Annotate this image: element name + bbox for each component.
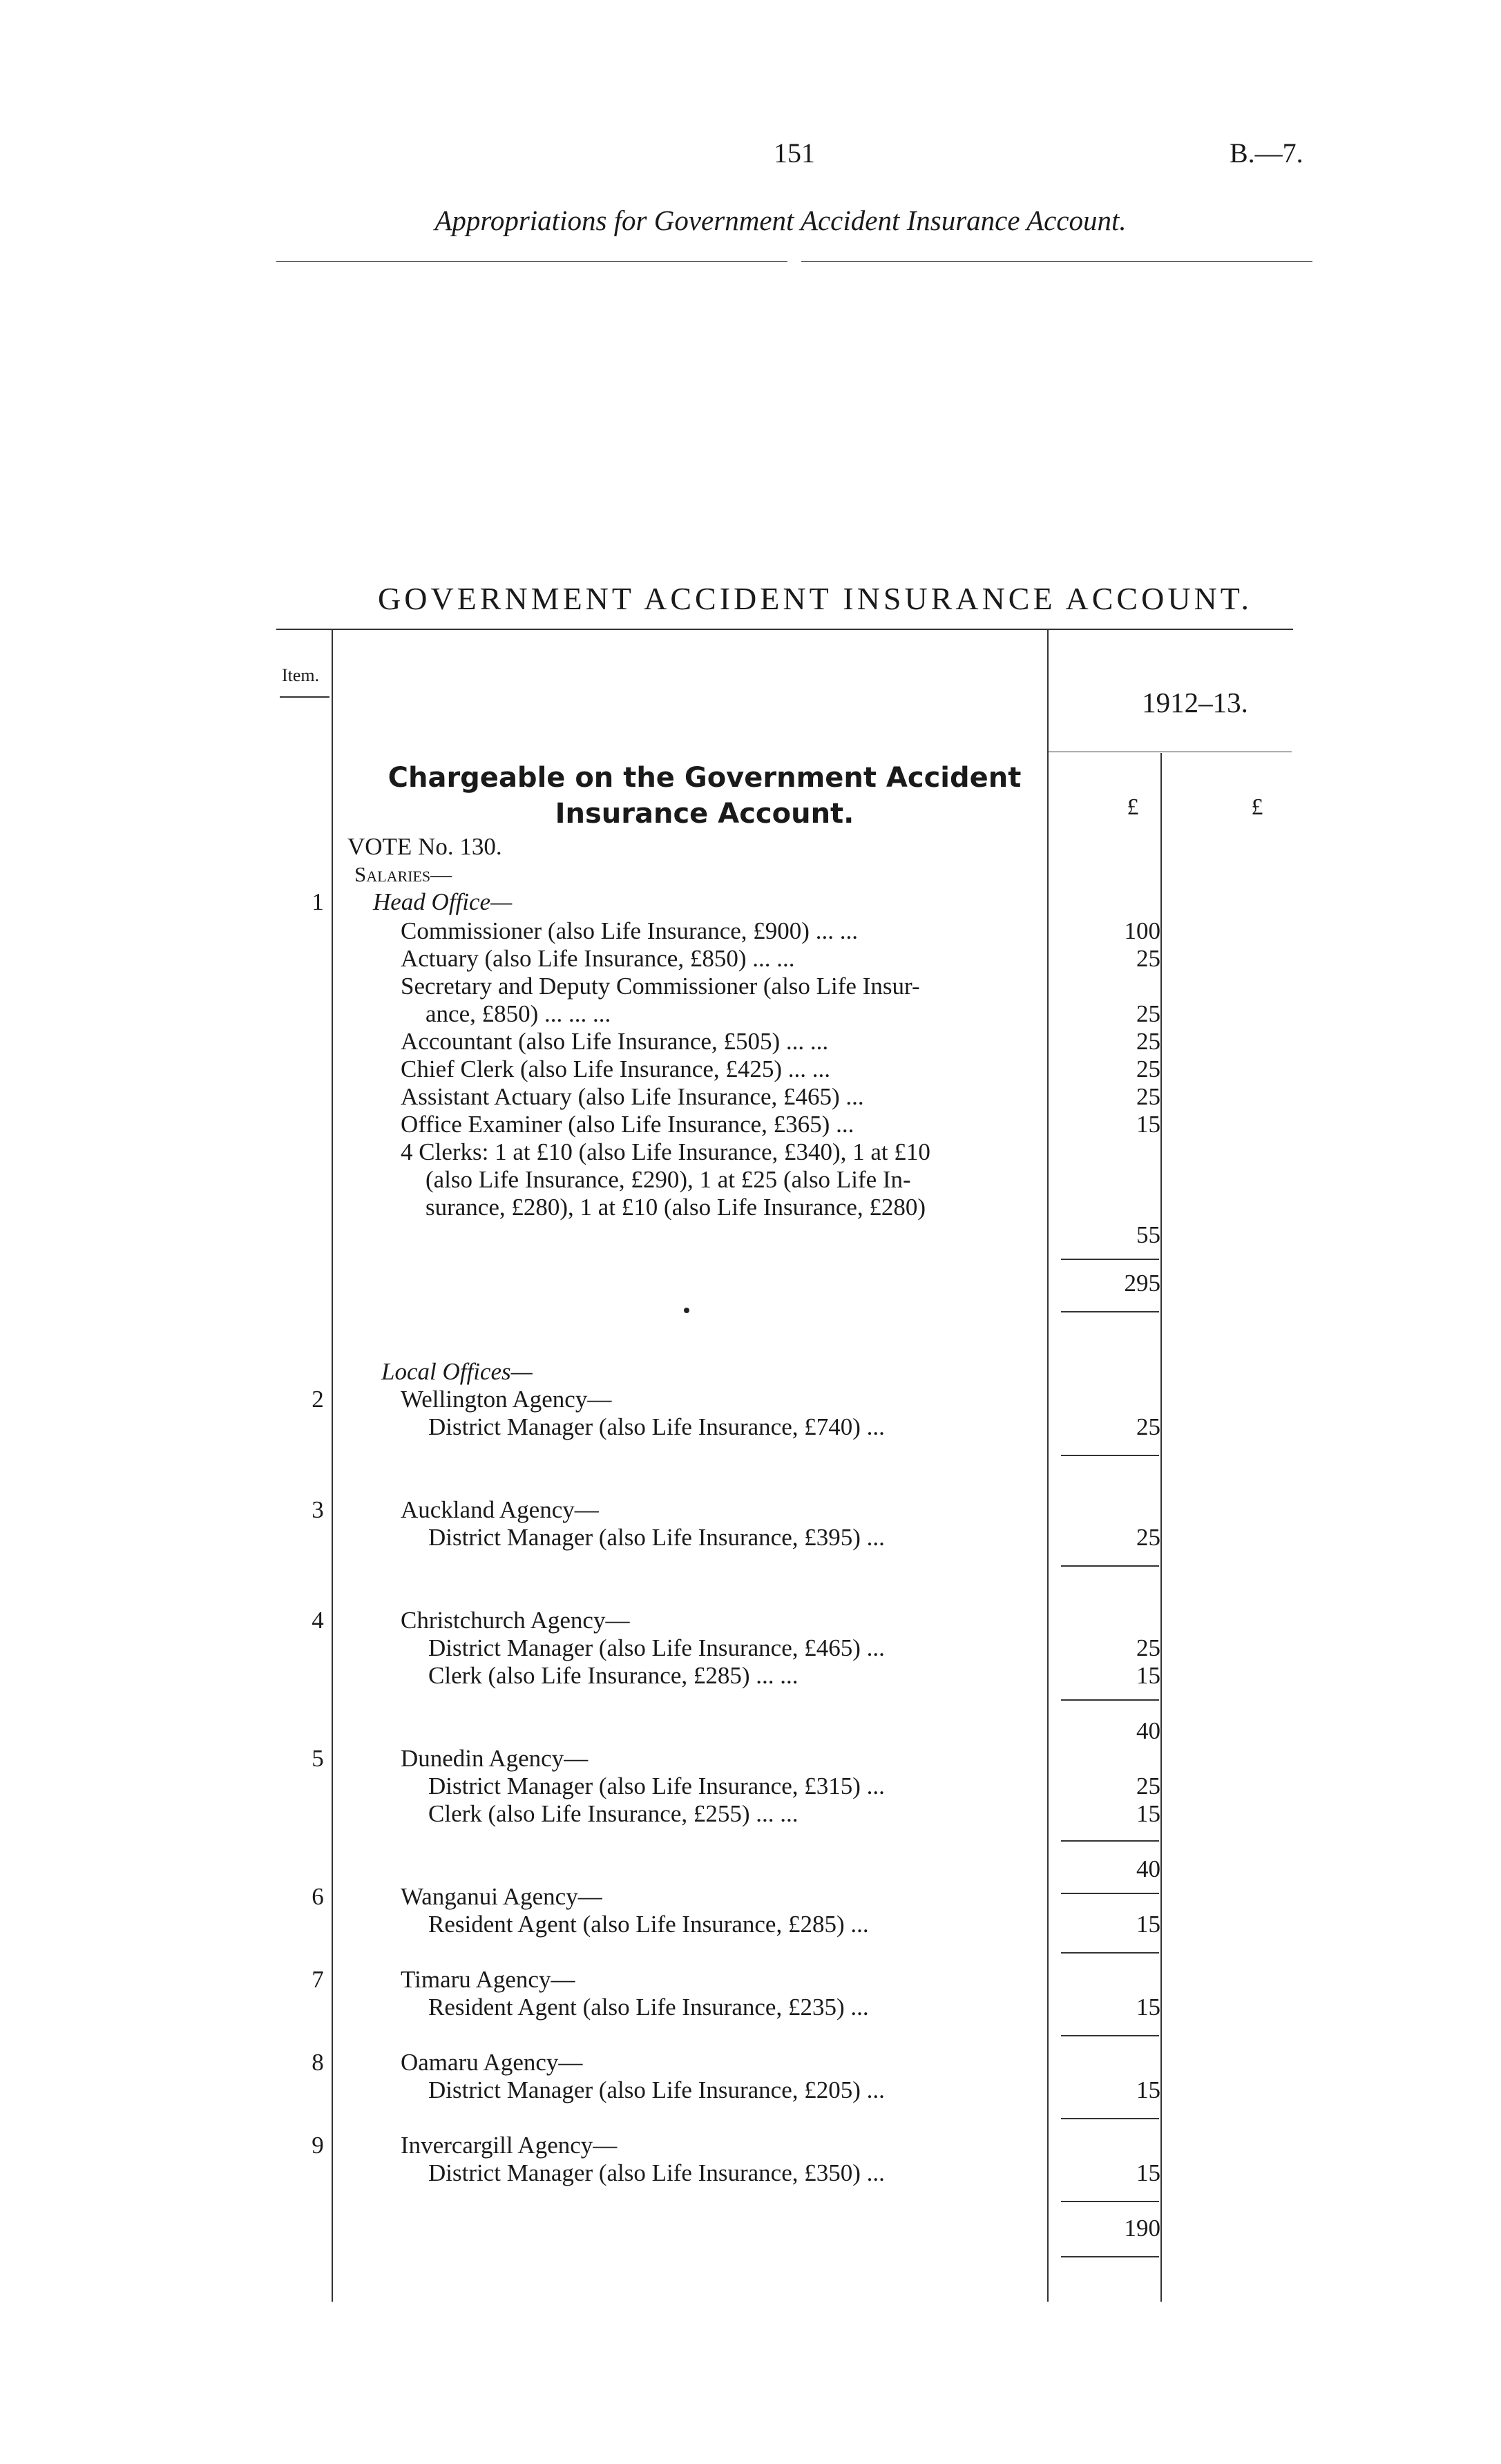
subtotal-rule [1061, 1311, 1159, 1312]
amount-cell: 25 [1136, 1000, 1160, 1027]
vote-number: VOTE No. 130. [347, 833, 502, 860]
salary-line: (also Life Insurance, £290), 1 at £25 (also Life In- [426, 1166, 911, 1193]
subtotal-cell: 40 [1136, 1717, 1160, 1744]
total-cell: 190 [1124, 2215, 1160, 2242]
subtotal-rule [1061, 2201, 1159, 2202]
head-office-label: Head Office— [373, 888, 513, 915]
salary-line: Clerk (also Life Insurance, £285) ... ... [428, 1662, 799, 1689]
salary-line: Secretary and Deputy Commissioner (also Life Insur- [401, 973, 920, 1000]
subtotal-rule [1061, 1699, 1159, 1701]
item-number: 2 [312, 1386, 324, 1413]
salary-line: Actuary (also Life Insurance, £850) ... ... [401, 945, 795, 972]
main-title: GOVERNMENT ACCIDENT INSURANCE ACCOUNT. [378, 581, 1252, 616]
year-header: 1912–13. [1142, 687, 1248, 718]
item-number: 7 [312, 1966, 324, 1993]
amount-cell: 25 [1136, 1773, 1160, 1799]
heading-rule-left [276, 261, 787, 262]
salary-line: District Manager (also Life Insurance, £395) ... [428, 1524, 885, 1551]
salary-line: 4 Clerks: 1 at £10 (also Life Insurance, £340), 1 at £10 [401, 1138, 930, 1165]
item-number: 9 [312, 2132, 324, 2159]
document-reference: B.—7. [1230, 137, 1303, 169]
amount-cell: 25 [1136, 1083, 1160, 1110]
subtotal-cell: 40 [1136, 1855, 1160, 1882]
subtotal-cell: 295 [1124, 1270, 1160, 1297]
item-number: 3 [312, 1496, 324, 1523]
amount-cell: 15 [1136, 1662, 1160, 1689]
salary-line: District Manager (also Life Insurance, £205) ... [428, 2076, 885, 2103]
amount-cell: 15 [1136, 1800, 1160, 1827]
item-number: 5 [312, 1745, 324, 1772]
amount-cell: 25 [1136, 1413, 1160, 1440]
item-column-divider [332, 630, 333, 2302]
amount-cell: 25 [1136, 1634, 1160, 1661]
salaries-label: Salaries— [354, 862, 452, 886]
salary-line: District Manager (also Life Insurance, £465) ... [428, 1634, 885, 1661]
agency-name: Wellington Agency— [401, 1386, 612, 1413]
amount-cell: 25 [1136, 1524, 1160, 1551]
chargeable-heading-line-1: Chargeable on the Government Accident [388, 762, 1022, 794]
stray-mark [684, 1308, 689, 1313]
salary-line: Resident Agent (also Life Insurance, £285) ... [428, 1911, 869, 1938]
amount-cell: 15 [1136, 1994, 1160, 2021]
title-rule [276, 629, 1293, 630]
salary-line: District Manager (also Life Insurance, £315) ... [428, 1773, 885, 1799]
salary-line: surance, £280), 1 at £10 (also Life Insurance, £280) [426, 1194, 926, 1221]
chargeable-heading [366, 760, 1043, 832]
salary-line: Resident Agent (also Life Insurance, £235) ... [428, 1994, 869, 2021]
salary-line: Commissioner (also Life Insurance, £900) ... ... [401, 917, 858, 944]
item-number: 6 [312, 1883, 324, 1910]
salary-line: Assistant Actuary (also Life Insurance, £465) ... [401, 1083, 864, 1110]
subtotal-rule [1061, 1455, 1159, 1456]
amount-column-left-rule [1047, 630, 1049, 2302]
subtotal-rule [1061, 1893, 1159, 1894]
subtotal-rule [1061, 2035, 1159, 2036]
amount-cell: 15 [1136, 2159, 1160, 2186]
subtotal-rule [1061, 1840, 1159, 1842]
subtotal-rule [1061, 2118, 1159, 2119]
amount-cell: 15 [1136, 1111, 1160, 1138]
pound-column-1-header: £ [1127, 794, 1139, 820]
salary-line: ance, £850) ... ... ... [426, 1000, 611, 1027]
agency-name: Invercargill Agency— [401, 2132, 618, 2159]
amount-cell: 100 [1124, 917, 1160, 944]
salary-line: Clerk (also Life Insurance, £255) ... ... [428, 1800, 799, 1827]
pound-column-2-header: £ [1251, 794, 1263, 820]
amount-cell: 25 [1136, 945, 1160, 972]
subtotal-rule [1061, 1952, 1159, 1954]
amount-cell: 15 [1136, 1911, 1160, 1938]
salary-line: Chief Clerk (also Life Insurance, £425) ... ... [401, 1056, 831, 1082]
amount-column-mid-rule [1160, 753, 1162, 2302]
agency-name: Dunedin Agency— [401, 1745, 589, 1772]
item-column-header: Item. [282, 665, 320, 685]
agency-name: Wanganui Agency— [401, 1883, 602, 1910]
amount-cell: 55 [1136, 1221, 1160, 1248]
subtotal-rule [1061, 1259, 1159, 1260]
chargeable-heading-line-2: Insurance Account. [555, 798, 854, 830]
page-number: 151 [774, 137, 815, 169]
amount-cell: 25 [1136, 1028, 1160, 1055]
item-number: 4 [312, 1607, 324, 1634]
page-heading: Appropriations for Government Accident Insurance Account. [434, 204, 1127, 236]
amount-cell: 15 [1136, 2076, 1160, 2103]
item-number: 8 [312, 2049, 324, 2076]
salary-line: District Manager (also Life Insurance, £350) ... [428, 2159, 885, 2186]
heading-rule-right [801, 261, 1312, 262]
local-offices-label: Local Offices— [381, 1358, 533, 1385]
total-rule [1061, 2256, 1159, 2257]
subtotal-rule [1061, 1565, 1159, 1567]
amount-cell: 25 [1136, 1056, 1160, 1082]
salary-line: Office Examiner (also Life Insurance, £365) ... [401, 1111, 854, 1138]
agency-name: Christchurch Agency— [401, 1607, 630, 1634]
agency-name: Auckland Agency— [401, 1496, 599, 1523]
item-number: 1 [312, 888, 324, 915]
agency-name: Oamaru Agency— [401, 2049, 583, 2076]
agency-name: Timaru Agency— [401, 1966, 575, 1993]
salary-line: District Manager (also Life Insurance, £740) ... [428, 1413, 885, 1440]
item-header-underline [280, 696, 329, 698]
salary-line: Accountant (also Life Insurance, £505) ... ... [401, 1028, 829, 1055]
